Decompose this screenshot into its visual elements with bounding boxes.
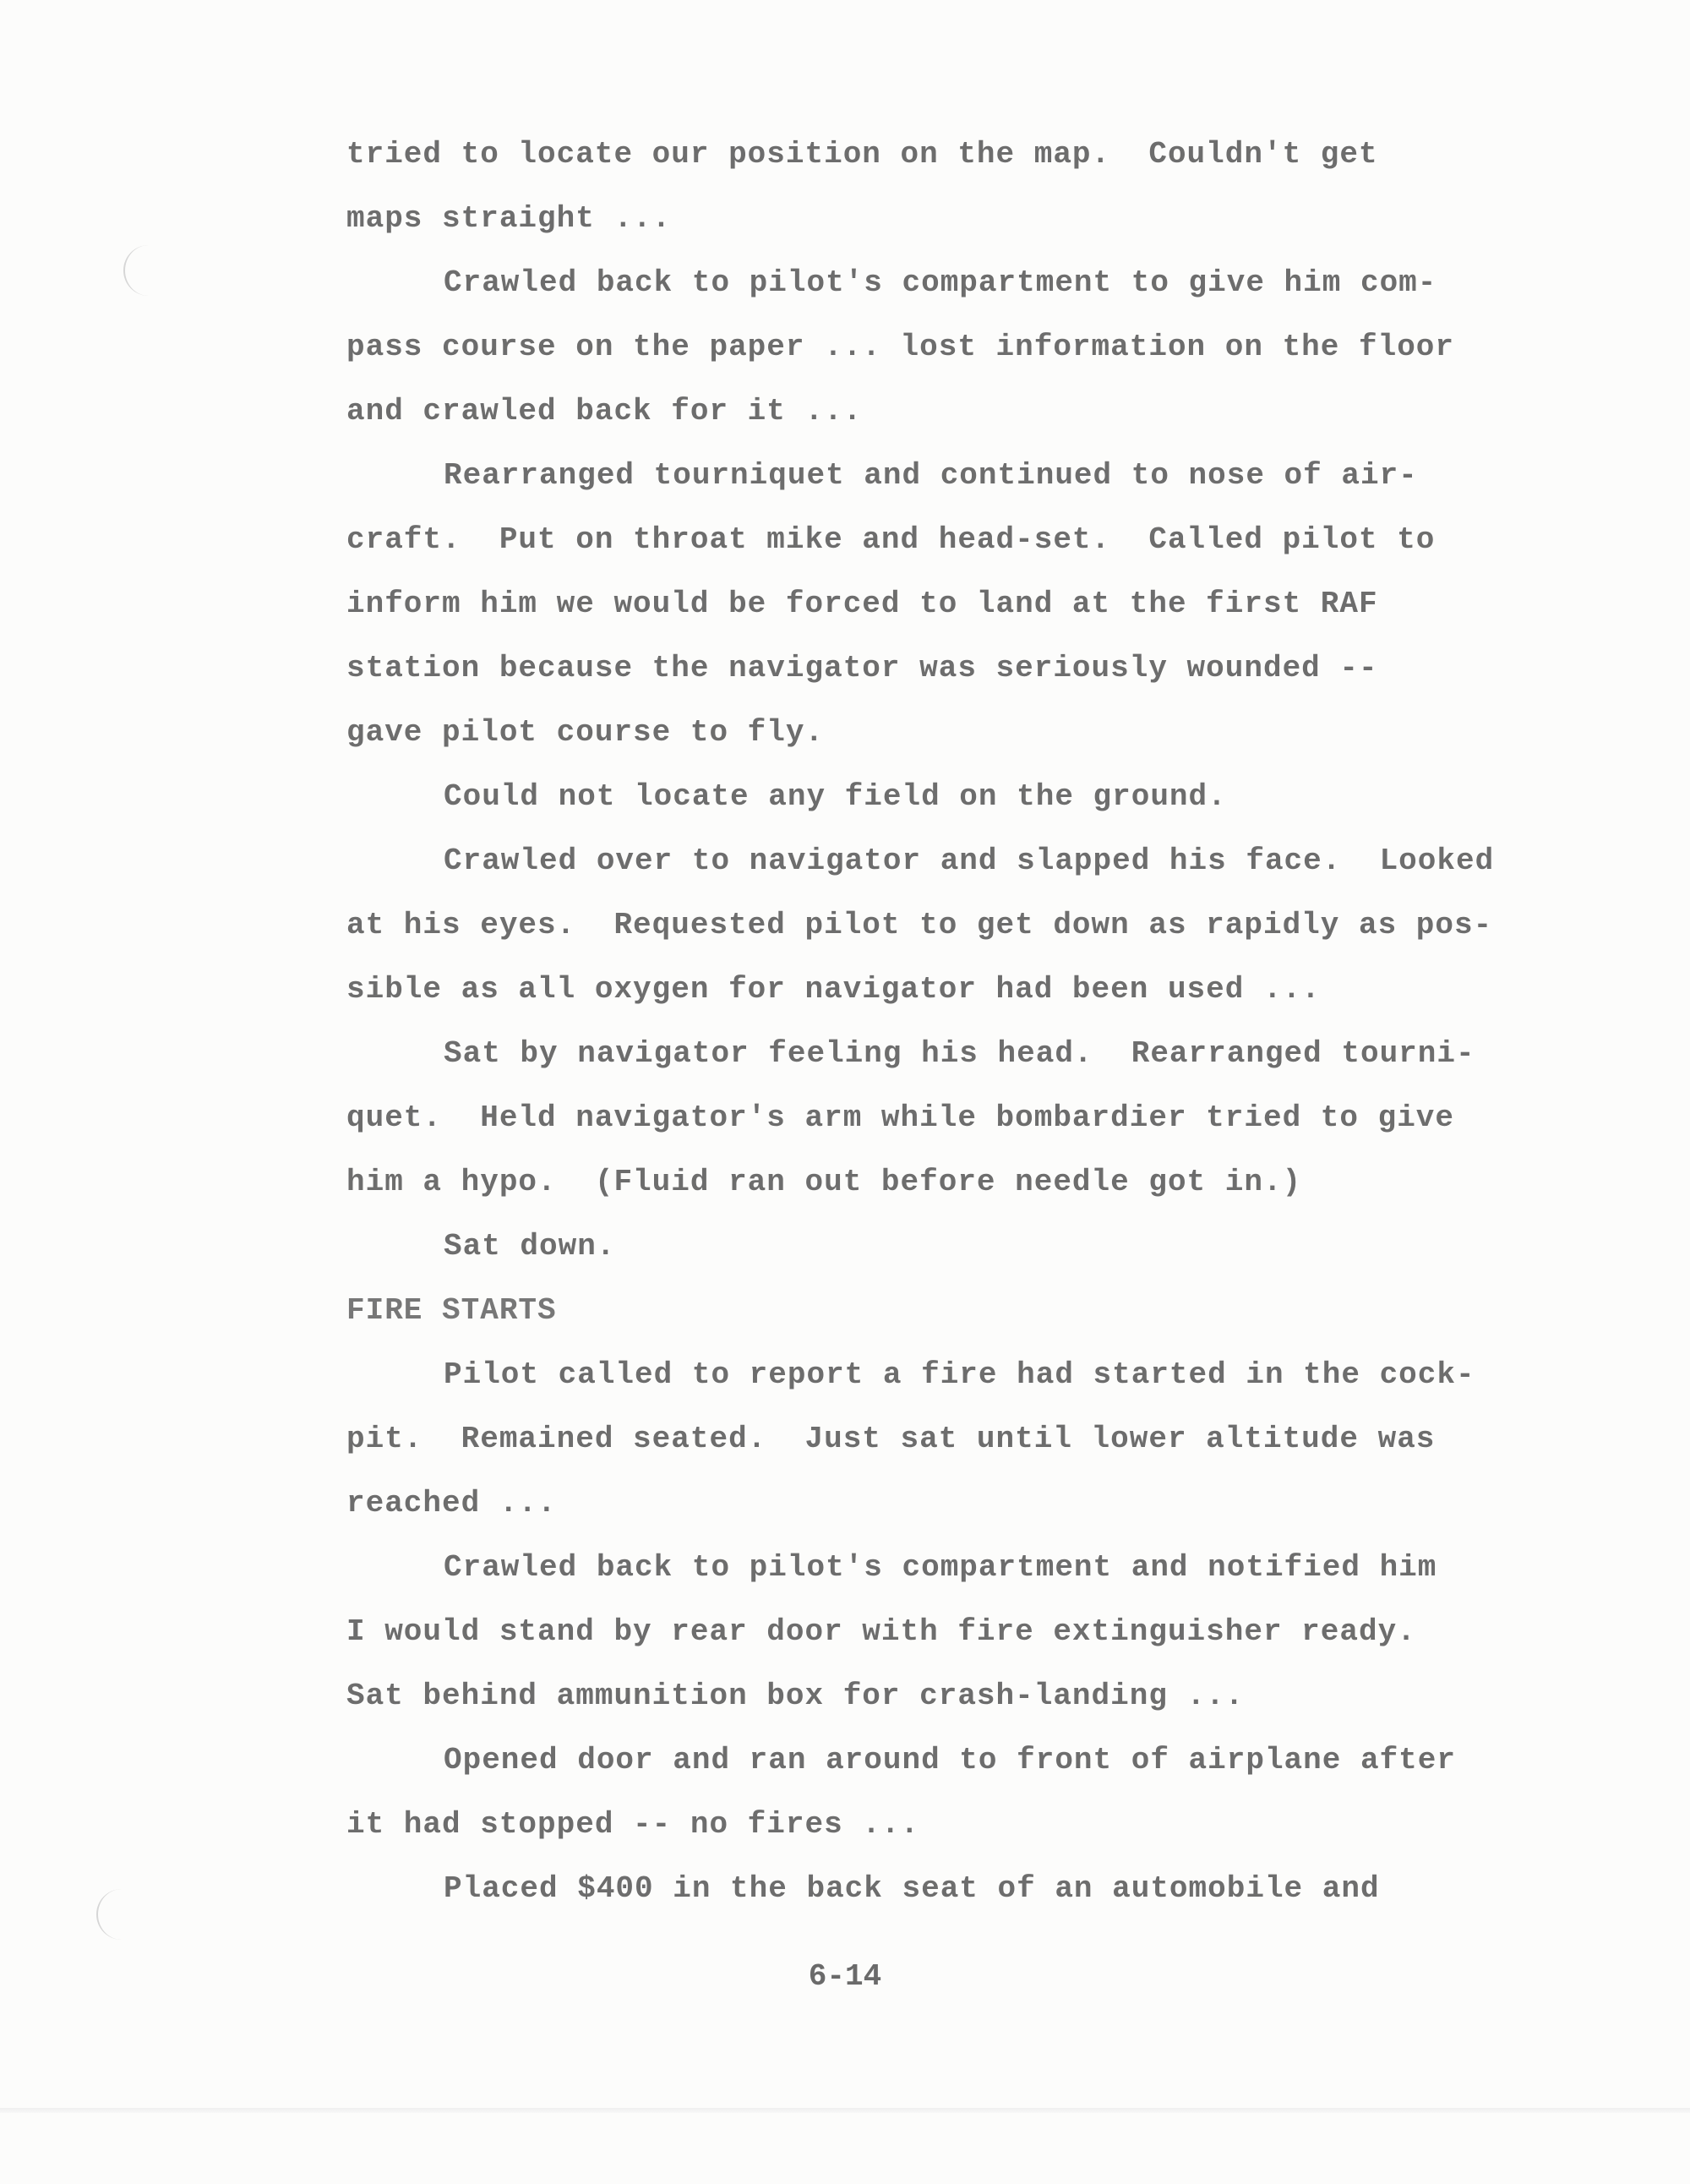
text-line: I would stand by rear door with fire extinguisher ready. [346, 1614, 1416, 1649]
text-line: pass course on the paper ... lost information on the floor [346, 330, 1455, 364]
text-line: pit. Remained seated. Just sat until lower altitude was [346, 1422, 1436, 1456]
paragraph-start-line: Rearranged tourniquet and continued to nose of air- [444, 458, 1418, 493]
paragraph-start-line: Crawled back to pilot's compartment and notified him [444, 1550, 1437, 1585]
text-line: at his eyes. Requested pilot to get down as rapidly as pos- [346, 908, 1493, 942]
text-line: Sat behind ammunition box for crash-landing ... [346, 1679, 1245, 1713]
paragraph-start-line: Pilot called to report a fire had started in the cock- [444, 1357, 1475, 1392]
text-line: sible as all oxygen for navigator had been used ... [346, 972, 1321, 1007]
document-body [346, 123, 1546, 1921]
text-line: and crawled back for it ... [346, 394, 863, 429]
paragraph-start-line: Could not locate any field on the ground. [444, 779, 1227, 814]
paragraph-start-line: Crawled over to navigator and slapped his face. Looked [444, 844, 1495, 878]
text-line: him a hypo. (Fluid ran out before needle got in.) [346, 1165, 1302, 1199]
text-line: reached ... [346, 1486, 557, 1521]
paragraph-start-line: Sat down. [444, 1229, 616, 1264]
text-line: craft. Put on throat mike and head-set. Called pilot to [346, 522, 1436, 557]
text-line: gave pilot course to fly. [346, 715, 825, 750]
punch-hole-mark [123, 245, 150, 296]
text-line: tried to locate our position on the map. Couldn't get [346, 137, 1378, 172]
text-line: station because the navigator was seriously wounded -- [346, 651, 1378, 685]
paragraph-start-line: Placed $400 in the back seat of an automobile and [444, 1871, 1380, 1906]
text-line: quet. Held navigator's arm while bombardier tried to give [346, 1100, 1455, 1135]
text-line: it had stopped -- no fires ... [346, 1807, 920, 1842]
paragraph-start-line: Opened door and ran around to front of airplane after [444, 1743, 1456, 1777]
section-heading: FIRE STARTS [346, 1293, 557, 1328]
page-edge [0, 2108, 1690, 2113]
text-line: inform him we would be forced to land at the first RAF [346, 587, 1378, 621]
paragraph-start-line: Sat by navigator feeling his head. Rearranged tourni- [444, 1036, 1475, 1071]
punch-hole-mark [96, 1889, 123, 1940]
text-line: maps straight ... [346, 201, 672, 236]
page-number: 6-14 [808, 1959, 882, 1994]
paragraph-start-line: Crawled back to pilot's compartment to give him com- [444, 265, 1437, 300]
